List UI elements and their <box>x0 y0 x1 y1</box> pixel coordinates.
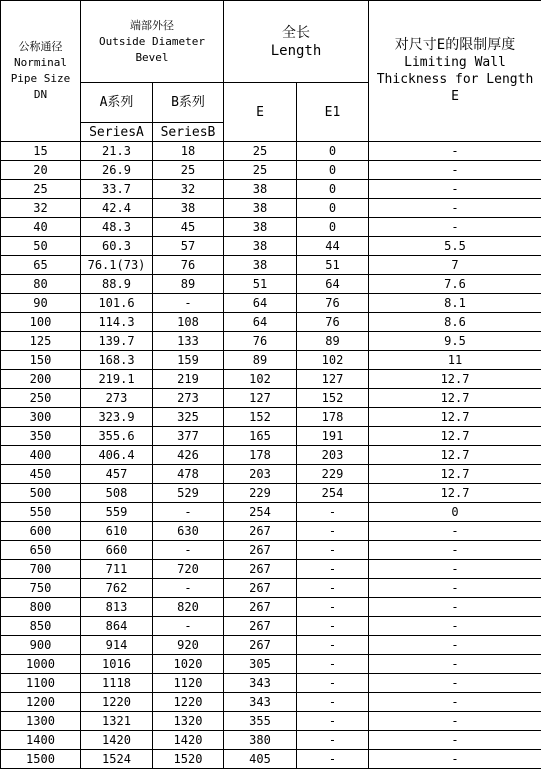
cell-length-e1: 152 <box>297 389 369 408</box>
cell-limiting-wall: - <box>369 199 541 218</box>
cell-dn: 65 <box>1 256 81 275</box>
table-row <box>1 237 541 256</box>
cell-limiting-wall: - <box>369 180 541 199</box>
header-limiting-wall <box>369 1 541 142</box>
cell-limiting-wall: 12.7 <box>369 370 541 389</box>
cell-dn: 350 <box>1 427 81 446</box>
cell-limiting-wall: - <box>369 579 541 598</box>
header-od-cn: 端部外径 <box>81 18 223 34</box>
table-row <box>1 598 541 617</box>
cell-series-b: 133 <box>153 332 224 351</box>
cell-length-e1: 76 <box>297 294 369 313</box>
cell-dn: 400 <box>1 446 81 465</box>
table-row <box>1 465 541 484</box>
table-row <box>1 427 541 446</box>
cell-series-a: 21.3 <box>81 142 153 161</box>
cell-dn: 900 <box>1 636 81 655</box>
cell-dn: 250 <box>1 389 81 408</box>
cell-series-a: 33.7 <box>81 180 153 199</box>
cell-series-b: 76 <box>153 256 224 275</box>
cell-dn: 600 <box>1 522 81 541</box>
cell-dn: 450 <box>1 465 81 484</box>
cell-limiting-wall: - <box>369 161 541 180</box>
header-limit-en3: E <box>369 88 541 105</box>
cell-series-a: 139.7 <box>81 332 153 351</box>
cell-length-e1: - <box>297 579 369 598</box>
cell-length-e1: - <box>297 674 369 693</box>
cell-length-e1: - <box>297 560 369 579</box>
cell-limiting-wall: 12.7 <box>369 389 541 408</box>
header-dn-cn: 公称通径 <box>1 39 80 55</box>
table-row <box>1 351 541 370</box>
cell-series-b: 630 <box>153 522 224 541</box>
cell-series-b: 38 <box>153 199 224 218</box>
cell-length-e: 38 <box>224 237 297 256</box>
table-row <box>1 522 541 541</box>
cell-dn: 200 <box>1 370 81 389</box>
table-row <box>1 332 541 351</box>
cell-dn: 1300 <box>1 712 81 731</box>
table-row <box>1 617 541 636</box>
table-row <box>1 693 541 712</box>
cell-length-e: 102 <box>224 370 297 389</box>
cell-dn: 1500 <box>1 750 81 769</box>
cell-series-b: - <box>153 541 224 560</box>
cell-dn: 25 <box>1 180 81 199</box>
cell-series-b: 18 <box>153 142 224 161</box>
cell-length-e: 89 <box>224 351 297 370</box>
table-row <box>1 712 541 731</box>
cell-series-a: 406.4 <box>81 446 153 465</box>
cell-length-e1: - <box>297 712 369 731</box>
header-series-b-en: SeriesB <box>153 123 224 142</box>
cell-limiting-wall: - <box>369 731 541 750</box>
cell-length-e1: 178 <box>297 408 369 427</box>
cell-length-e: 76 <box>224 332 297 351</box>
cell-limiting-wall: - <box>369 142 541 161</box>
header-od-en2: Bevel <box>81 50 223 66</box>
cell-length-e: 267 <box>224 598 297 617</box>
cell-limiting-wall: 7 <box>369 256 541 275</box>
cell-length-e: 64 <box>224 313 297 332</box>
cell-length-e1: - <box>297 522 369 541</box>
header-dn-en3: DN <box>1 87 80 103</box>
cell-limiting-wall: - <box>369 522 541 541</box>
header-series-a-en: SeriesA <box>81 123 153 142</box>
cell-length-e: 152 <box>224 408 297 427</box>
table-row <box>1 256 541 275</box>
cell-length-e1: 64 <box>297 275 369 294</box>
cell-length-e1: 0 <box>297 199 369 218</box>
cell-series-b: 219 <box>153 370 224 389</box>
cell-series-b: 273 <box>153 389 224 408</box>
cell-dn: 1200 <box>1 693 81 712</box>
cell-length-e1: 191 <box>297 427 369 446</box>
cell-series-b: 1220 <box>153 693 224 712</box>
cell-series-a: 1220 <box>81 693 153 712</box>
table-row <box>1 199 541 218</box>
cell-length-e: 267 <box>224 560 297 579</box>
cell-dn: 800 <box>1 598 81 617</box>
cell-series-a: 101.6 <box>81 294 153 313</box>
cell-limiting-wall: - <box>369 541 541 560</box>
cell-limiting-wall: - <box>369 655 541 674</box>
header-e: E <box>224 83 297 142</box>
cell-length-e1: - <box>297 617 369 636</box>
table-row <box>1 370 541 389</box>
table-row <box>1 275 541 294</box>
cell-series-a: 48.3 <box>81 218 153 237</box>
cell-limiting-wall: - <box>369 636 541 655</box>
header-limit-en1: Limiting Wall <box>369 54 541 71</box>
cell-dn: 20 <box>1 161 81 180</box>
table-row <box>1 579 541 598</box>
cell-series-b: 25 <box>153 161 224 180</box>
cell-series-b: 478 <box>153 465 224 484</box>
cell-series-a: 660 <box>81 541 153 560</box>
cell-limiting-wall: - <box>369 712 541 731</box>
cell-series-a: 26.9 <box>81 161 153 180</box>
cell-dn: 125 <box>1 332 81 351</box>
table-row <box>1 142 541 161</box>
cell-limiting-wall: 12.7 <box>369 465 541 484</box>
cell-series-b: 1020 <box>153 655 224 674</box>
cell-length-e: 267 <box>224 522 297 541</box>
cell-length-e1: - <box>297 541 369 560</box>
cell-length-e: 64 <box>224 294 297 313</box>
cell-series-a: 114.3 <box>81 313 153 332</box>
cell-dn: 90 <box>1 294 81 313</box>
cell-length-e: 38 <box>224 199 297 218</box>
cell-series-a: 610 <box>81 522 153 541</box>
cell-limiting-wall: 11 <box>369 351 541 370</box>
cell-series-a: 60.3 <box>81 237 153 256</box>
cell-limiting-wall: - <box>369 218 541 237</box>
cell-length-e: 25 <box>224 161 297 180</box>
cell-length-e: 343 <box>224 693 297 712</box>
table-row <box>1 408 541 427</box>
cell-series-a: 1118 <box>81 674 153 693</box>
cell-length-e: 178 <box>224 446 297 465</box>
cell-series-b: 57 <box>153 237 224 256</box>
cell-series-a: 168.3 <box>81 351 153 370</box>
table-body <box>1 142 541 769</box>
cell-dn: 1100 <box>1 674 81 693</box>
cell-series-a: 1524 <box>81 750 153 769</box>
cell-limiting-wall: 9.5 <box>369 332 541 351</box>
cell-length-e: 203 <box>224 465 297 484</box>
cell-series-b: 920 <box>153 636 224 655</box>
header-length <box>224 1 369 83</box>
cell-limiting-wall: 0 <box>369 503 541 522</box>
cell-length-e: 305 <box>224 655 297 674</box>
cell-length-e1: 89 <box>297 332 369 351</box>
cell-series-b: - <box>153 617 224 636</box>
cell-series-a: 508 <box>81 484 153 503</box>
cell-length-e1: 203 <box>297 446 369 465</box>
cell-dn: 100 <box>1 313 81 332</box>
cell-length-e1: 127 <box>297 370 369 389</box>
cell-dn: 850 <box>1 617 81 636</box>
cell-length-e1: - <box>297 503 369 522</box>
cell-length-e1: 0 <box>297 218 369 237</box>
table-row <box>1 389 541 408</box>
header-dn <box>1 1 81 142</box>
cell-series-b: 32 <box>153 180 224 199</box>
header-outside-diameter <box>81 1 224 83</box>
cell-length-e: 51 <box>224 275 297 294</box>
cell-length-e: 380 <box>224 731 297 750</box>
cell-length-e: 267 <box>224 579 297 598</box>
cell-series-b: 1120 <box>153 674 224 693</box>
table-row <box>1 731 541 750</box>
cell-limiting-wall: 8.6 <box>369 313 541 332</box>
header-series-a-cn: A系列 <box>81 83 153 123</box>
cell-limiting-wall: - <box>369 674 541 693</box>
cell-series-b: 1420 <box>153 731 224 750</box>
cell-series-a: 864 <box>81 617 153 636</box>
cell-limiting-wall: 12.7 <box>369 408 541 427</box>
cell-limiting-wall: 5.5 <box>369 237 541 256</box>
cell-series-a: 1420 <box>81 731 153 750</box>
cell-limiting-wall: 7.6 <box>369 275 541 294</box>
cell-length-e1: 0 <box>297 161 369 180</box>
cell-series-b: 325 <box>153 408 224 427</box>
table-header <box>1 1 541 142</box>
cell-series-b: 720 <box>153 560 224 579</box>
table-row <box>1 313 541 332</box>
cell-limiting-wall: - <box>369 598 541 617</box>
table-row <box>1 674 541 693</box>
cell-limiting-wall: - <box>369 693 541 712</box>
cell-dn: 40 <box>1 218 81 237</box>
table-row <box>1 294 541 313</box>
header-series-b-cn: B系列 <box>153 83 224 123</box>
cell-series-a: 914 <box>81 636 153 655</box>
header-limit-cn: 对尺寸E的限制厚度 <box>369 37 541 54</box>
cell-length-e: 405 <box>224 750 297 769</box>
cell-length-e: 165 <box>224 427 297 446</box>
cell-length-e1: - <box>297 655 369 674</box>
table-row <box>1 636 541 655</box>
cell-limiting-wall: 12.7 <box>369 484 541 503</box>
cell-limiting-wall: 12.7 <box>369 446 541 465</box>
cell-series-a: 273 <box>81 389 153 408</box>
cell-length-e: 267 <box>224 617 297 636</box>
cell-series-a: 88.9 <box>81 275 153 294</box>
cell-series-b: 89 <box>153 275 224 294</box>
header-dn-en2: Pipe Size <box>1 71 80 87</box>
cell-length-e1: - <box>297 731 369 750</box>
cell-series-b: 45 <box>153 218 224 237</box>
cell-dn: 32 <box>1 199 81 218</box>
cell-series-a: 559 <box>81 503 153 522</box>
cell-series-b: 426 <box>153 446 224 465</box>
header-length-en: Length <box>224 42 368 60</box>
cell-dn: 650 <box>1 541 81 560</box>
cell-length-e: 38 <box>224 180 297 199</box>
table-row <box>1 750 541 769</box>
table-row <box>1 180 541 199</box>
cell-length-e: 229 <box>224 484 297 503</box>
cell-series-b: - <box>153 503 224 522</box>
cell-length-e: 267 <box>224 541 297 560</box>
cell-length-e1: 254 <box>297 484 369 503</box>
cell-length-e: 343 <box>224 674 297 693</box>
cell-length-e: 254 <box>224 503 297 522</box>
table-row <box>1 484 541 503</box>
cell-series-a: 711 <box>81 560 153 579</box>
cell-series-b: 377 <box>153 427 224 446</box>
cell-length-e: 127 <box>224 389 297 408</box>
cell-series-a: 76.1(73) <box>81 256 153 275</box>
table-row <box>1 161 541 180</box>
cell-length-e1: 0 <box>297 180 369 199</box>
cell-series-a: 762 <box>81 579 153 598</box>
cell-length-e: 38 <box>224 218 297 237</box>
cell-dn: 700 <box>1 560 81 579</box>
cell-length-e1: 76 <box>297 313 369 332</box>
header-e1: E1 <box>297 83 369 142</box>
cell-length-e: 267 <box>224 636 297 655</box>
cell-dn: 550 <box>1 503 81 522</box>
cell-series-a: 1321 <box>81 712 153 731</box>
cell-dn: 150 <box>1 351 81 370</box>
cell-length-e1: 51 <box>297 256 369 275</box>
cell-length-e1: - <box>297 750 369 769</box>
header-limit-en2: Thickness for Length <box>369 71 541 88</box>
cell-dn: 80 <box>1 275 81 294</box>
cell-series-b: 159 <box>153 351 224 370</box>
cell-series-a: 813 <box>81 598 153 617</box>
cell-dn: 1400 <box>1 731 81 750</box>
cell-series-b: - <box>153 294 224 313</box>
cell-length-e1: - <box>297 693 369 712</box>
cell-series-a: 219.1 <box>81 370 153 389</box>
cell-length-e1: 229 <box>297 465 369 484</box>
table-row <box>1 541 541 560</box>
cell-length-e1: 102 <box>297 351 369 370</box>
cell-length-e: 355 <box>224 712 297 731</box>
cell-series-b: 820 <box>153 598 224 617</box>
cell-series-b: 108 <box>153 313 224 332</box>
header-od-en1: Outside Diameter <box>81 34 223 50</box>
table-row <box>1 446 541 465</box>
cell-length-e1: 0 <box>297 142 369 161</box>
cell-dn: 15 <box>1 142 81 161</box>
table-row <box>1 218 541 237</box>
cell-dn: 50 <box>1 237 81 256</box>
cell-limiting-wall: 8.1 <box>369 294 541 313</box>
cell-length-e1: - <box>297 598 369 617</box>
header-length-cn: 全长 <box>224 24 368 42</box>
cell-series-b: 1320 <box>153 712 224 731</box>
cell-series-a: 1016 <box>81 655 153 674</box>
cell-dn: 1000 <box>1 655 81 674</box>
cell-series-a: 323.9 <box>81 408 153 427</box>
table-row <box>1 655 541 674</box>
cell-series-a: 42.4 <box>81 199 153 218</box>
cell-dn: 750 <box>1 579 81 598</box>
cell-limiting-wall: - <box>369 560 541 579</box>
cell-dn: 500 <box>1 484 81 503</box>
cell-series-b: 1520 <box>153 750 224 769</box>
cell-limiting-wall: - <box>369 750 541 769</box>
cell-series-b: - <box>153 579 224 598</box>
cell-series-a: 457 <box>81 465 153 484</box>
table-row <box>1 503 541 522</box>
cell-length-e1: - <box>297 636 369 655</box>
cell-length-e: 25 <box>224 142 297 161</box>
header-dn-en1: Norminal <box>1 55 80 71</box>
cell-length-e1: 44 <box>297 237 369 256</box>
cell-series-a: 355.6 <box>81 427 153 446</box>
cell-limiting-wall: - <box>369 617 541 636</box>
cell-dn: 300 <box>1 408 81 427</box>
cell-limiting-wall: 12.7 <box>369 427 541 446</box>
cell-length-e: 38 <box>224 256 297 275</box>
cell-series-b: 529 <box>153 484 224 503</box>
table-row <box>1 560 541 579</box>
